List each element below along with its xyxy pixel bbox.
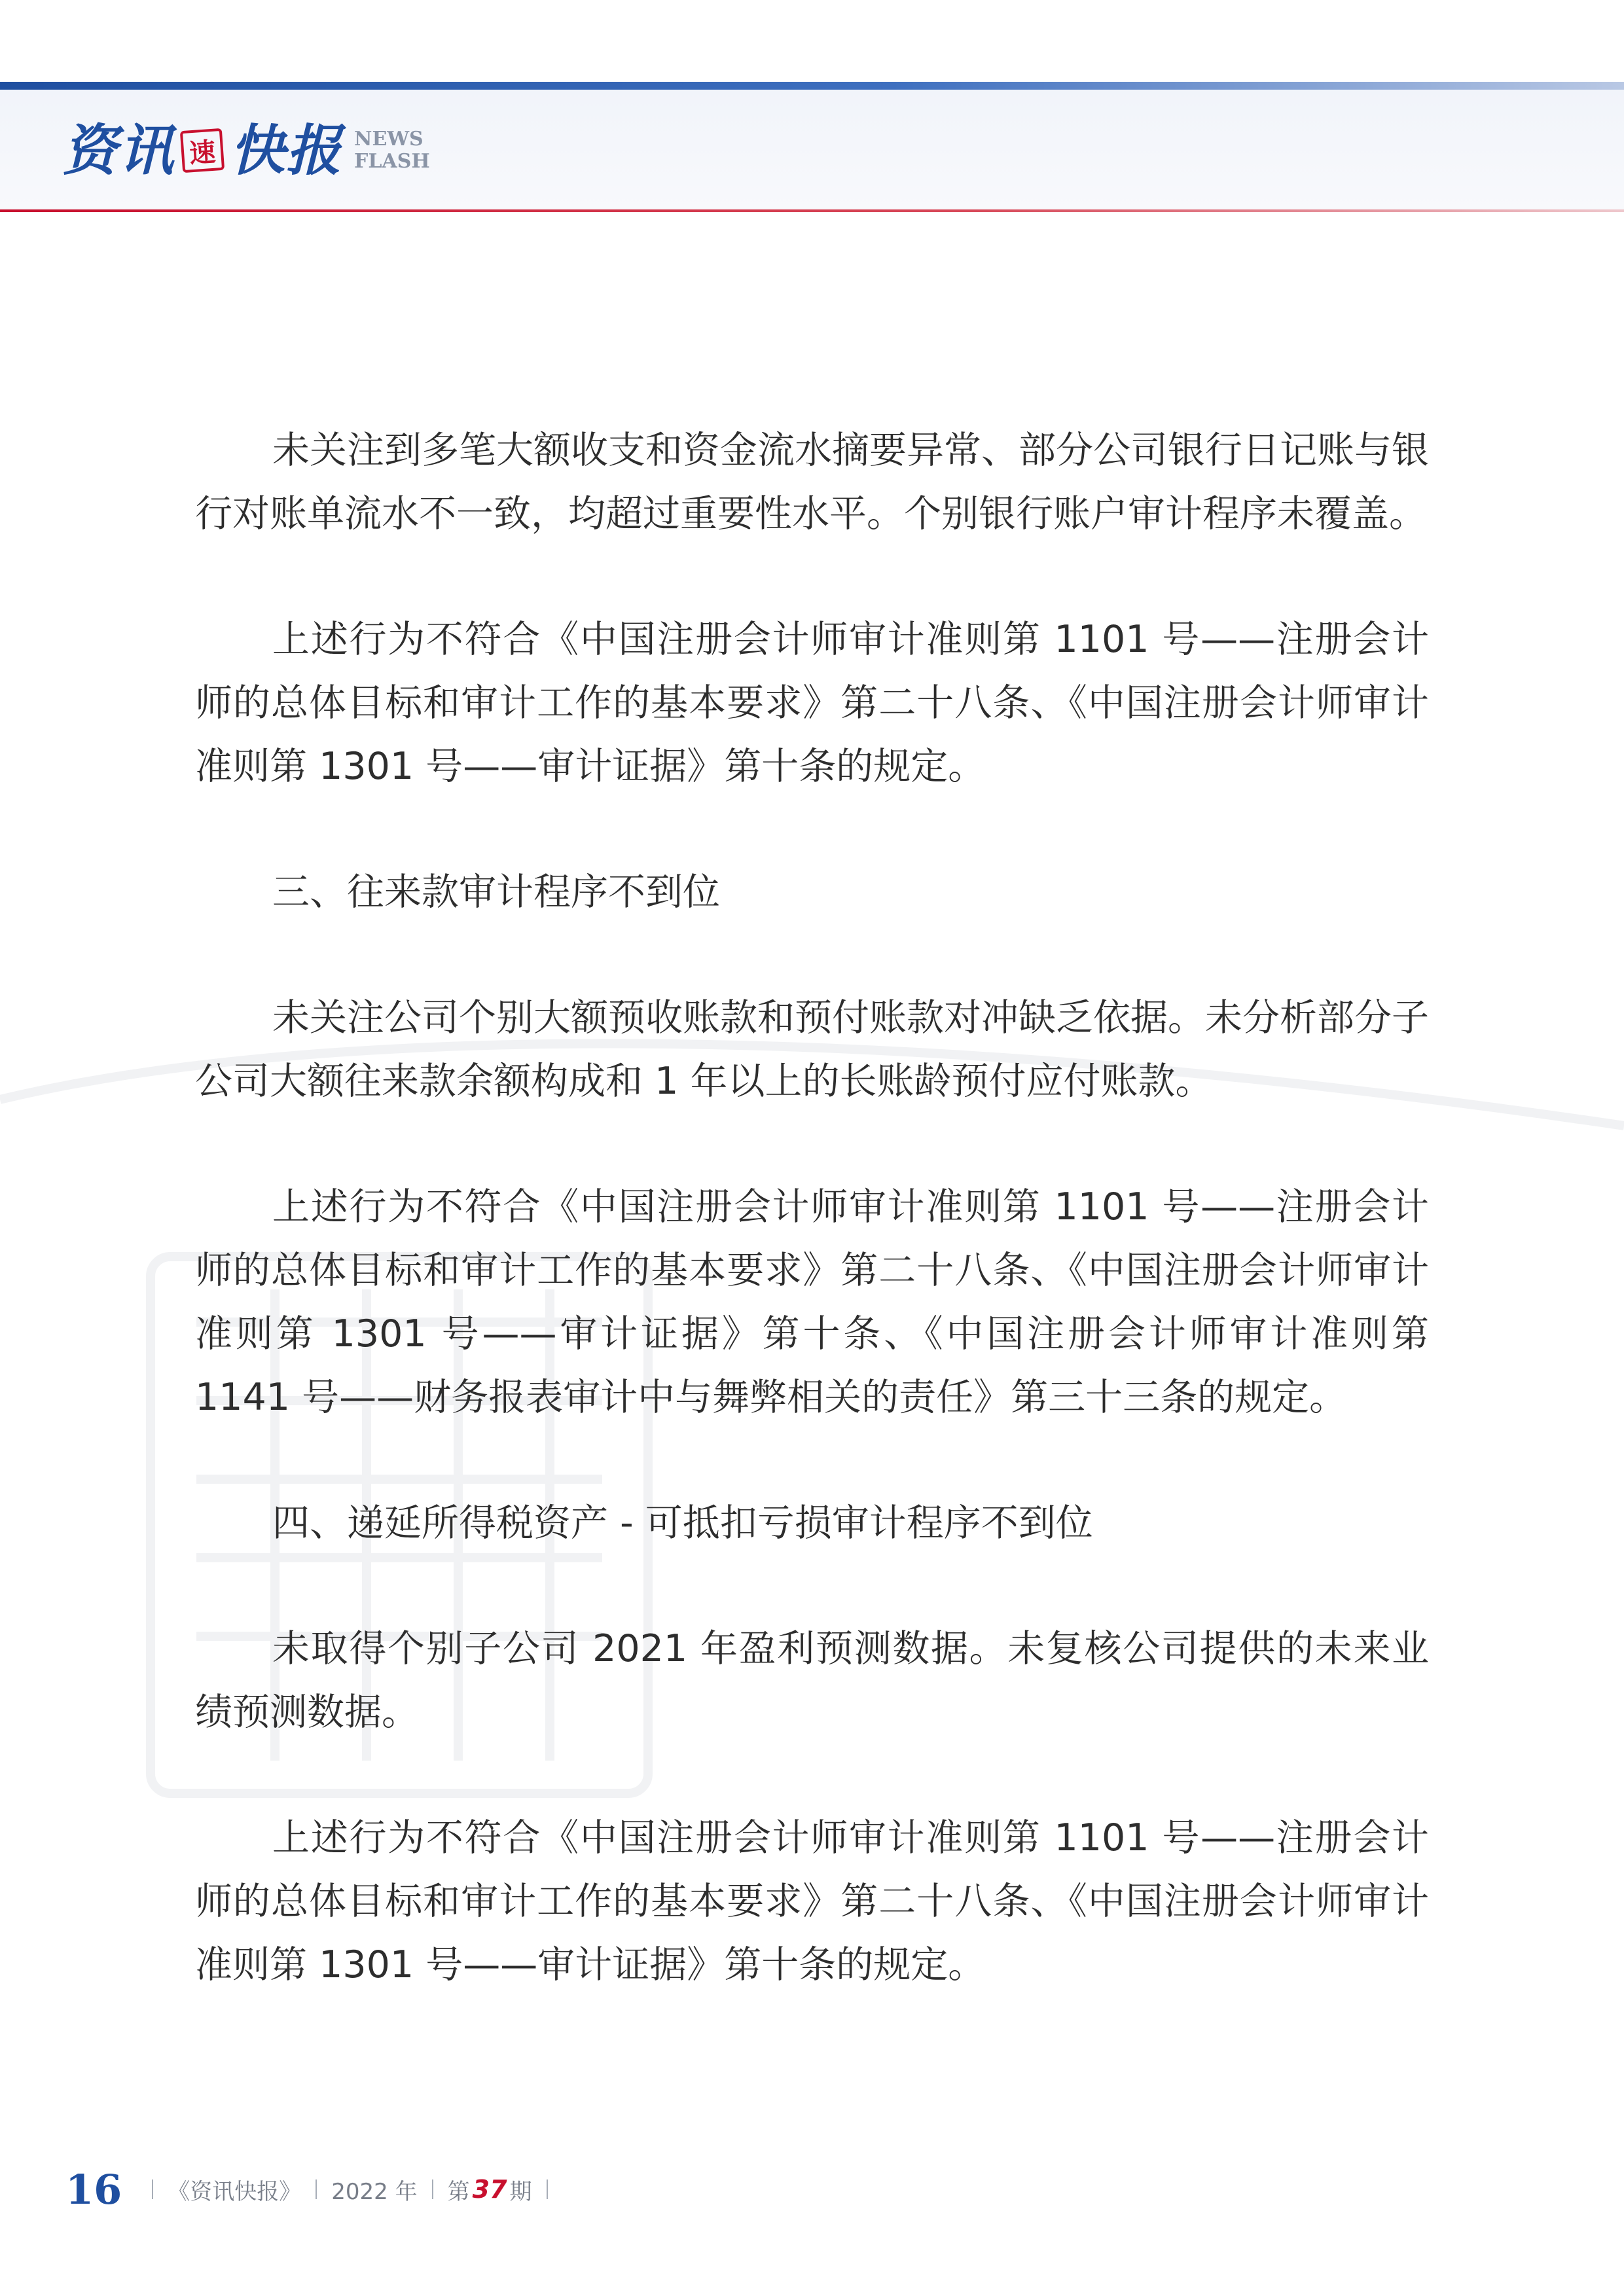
logo-text-part2: 快报 <box>230 118 343 183</box>
logo-seal-icon: 速 <box>180 128 225 173</box>
paragraph-2: 上述行为不符合《中国注册会计师审计准则第 1101 号——注册会计师的总体目标和审计工作的基本要求》第二十八条、《中国注册会计师审计准则第 1301 号——审计证据》第十条的规定。 <box>195 618 1429 788</box>
masthead-logo <box>62 115 430 187</box>
header-bottom-rule <box>0 209 1624 212</box>
section-heading-4: 四、递延所得税资产 - 可抵扣亏损审计程序不到位 <box>272 1501 1093 1545</box>
footer-divider <box>432 2179 433 2199</box>
publication-year: 2022 年 <box>331 2178 418 2205</box>
logo-english <box>354 128 430 173</box>
paragraph-1: 未关注到多笔大额收支和资金流水摘要异常、部分公司银行日记账与银行对账单流水不一致，均超过重要性水平。个别银行账户审计程序未覆盖。 <box>195 429 1429 535</box>
footer-divider <box>152 2179 153 2199</box>
paragraph-5: 未取得个别子公司 2021 年盈利预测数据。未复核公司提供的未来业绩预测数据。 <box>195 1627 1429 1734</box>
paragraph-3: 未关注公司个别大额预收账款和预付账款对冲缺乏依据。未分析部分子公司大额往来款余额构成和 1 年以上的长账龄预付应付账款。 <box>195 996 1429 1103</box>
issue-prefix: 第 <box>447 2178 470 2205</box>
paragraph-6: 上述行为不符合《中国注册会计师审计准则第 1101 号——注册会计师的总体目标和审计工作的基本要求》第二十八条、《中国注册会计师审计准则第 1301 号——审计证据》第十条的规定。 <box>195 1816 1429 1986</box>
section-heading-3: 三、往来款审计程序不到位 <box>272 870 720 914</box>
logo-text-part1: 资讯 <box>62 118 175 183</box>
page-number: 16 <box>65 2165 122 2214</box>
logo-english-line1: NEWS <box>354 128 424 151</box>
issue-number: 37 <box>472 2175 507 2204</box>
paragraph-4: 上述行为不符合《中国注册会计师审计准则第 1101 号——注册会计师的总体目标和审计工作的基本要求》第二十八条、《中国注册会计师审计准则第 1301 号——审计证据》第十条、《中国注册会计师审计准则第 1141 号——财务报表审计中与舞弊相关的责任》第三十三条的规定。 <box>195 1185 1429 1419</box>
footer-divider <box>547 2179 548 2199</box>
footer-divider <box>316 2179 317 2199</box>
page-footer <box>65 2163 562 2215</box>
publication-name: 《资讯快报》 <box>168 2178 302 2205</box>
header-top-rule <box>0 82 1624 90</box>
logo-english-line2: FLASH <box>354 150 430 173</box>
article-body <box>195 419 1429 2059</box>
issue-suffix: 期 <box>509 2178 532 2205</box>
